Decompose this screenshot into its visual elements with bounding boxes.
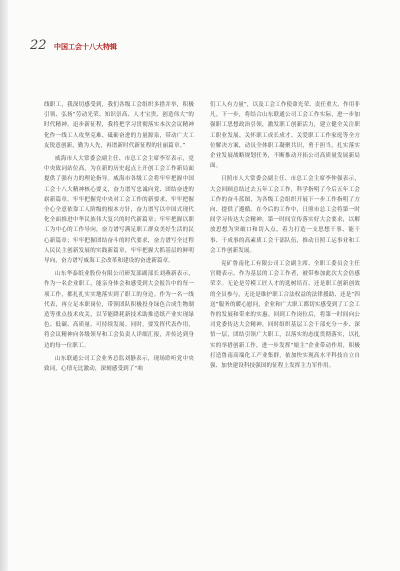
paragraph: 兖矿鲁南化工有限公司工会副主席、全职工委员会主任官晓表示，作为基层的工会工作者，被带参加此次大会倍感荣幸。无论是劳模工匠人才的选树培育、还是职工创新创效的全员参与，无论是维护职工合法权益的法律援助、还是“四送”服务的暖心慰问，企业和广大职工都切实感受到了工会工作的发展和带来的实惠。回到工作岗位后，将第一时间向公司党委传达大会精神，同时组织基层工会干部充分一步、深悟一层，团结引领广大职工，以落实的态度贯彻落实，以扎实的举措创新工作，进一步发挥“娘主”企业带动作用，积极打造鲁南高端化工产业集群，依加快实现高水平科技自立自强、加快建设科技强国的征程上发挥主力军作用。 [210, 261, 360, 370]
paragraph: 日照市人大常委会副主任、市总工会主席李仲强表示，大会回顾总结过去五年工会工作，科学指明了今后五年工会工作的奋斗蓝图，为各级工会组织开展下一步工作指明了方向、提供了遵循。在今后的工作中，日照市总工会将第一时间学习传达大会精神，第一时间宣传落实好大会要求，以解放思想为突破口和切入点，着力打造一支思想干事、能干事、干成事的高素质工会干部队伍，推动日照工运事业和工会工作创新发展。 [210, 176, 360, 254]
page-number: 22 [30, 38, 47, 53]
book-gutter-shadow [0, 0, 8, 571]
paragraph: 威海市人大常委会副主任、市总工会主席李军表示，党中央致词站位高，为在新的历史起点上开创工会工作新局面提供了强有力的理论指导。威海市各级工会将牢牢把握中国工会十八大精神核心要义，奋力谱写忠诚向党、团结奋进的崭新篇章。牢牢把握党中央对工会工作的新要求，牢牢把握全心全意依靠工人阶级的根本方针，奋力谱写以中国式现代化全面推进中华民族伟大复兴的时代新篇章；牢牢把握以职工为中心的工作导向，奋力谱写满足职工群众美好生活的民心新篇章；牢牢把握团结奋斗的时代要求，奋力谱写全过程人民民主创新发展的实践新篇章，牢牢把握大抓基层的鲜明导向，奋力谱写威海工会改革和建设的奋进新篇章。 [44, 156, 194, 265]
paragraph: 山东华泰纸业股份有限公司研发部副部长刘燕新表示，作为一名企业职工，能亲身体会和感受到大会报告中的每一项工作，都扎扎实实地落实到了职工的身边。作为一名一线代表，再立足本职岗位，带领团队积极投身绿色合成生物制造等重点技术攻关，以节能降耗新技术助推造纸产业实现绿色、低碳、高质量、可持续发展。同时，要发挥代表作用，将会议精神向各级领导和工会负责人详细汇报，并传达到身边的每一位职工。 [44, 271, 194, 349]
header-title: 中国工会十八大特辑 [54, 43, 117, 51]
paragraph: 们工人有力量”，以及工会工作使命光荣、责任重大、作用非凡。下一步，将结合山东联通公司工会工作实际，进一步加强职工思想政治引领，激发职工创新活力，建立健全关注职工职业发展、关怀职工成长成才、关爱职工工作家庭等全方位解决方案，动员全体职工凝聚共识，勇于担当，扎实落实企业发展战略规划任务，不断推动开拓公司高质量发展新局面。 [210, 102, 360, 170]
right-text-column [210, 100, 360, 374]
paragraph: 山东联通公司工会业务总监刘静表示，现场聆听党中央致词，心情无比激动，深刻感受到了“咱 [44, 355, 194, 373]
paragraph: 线职工，我深切感受到，我们各级工会组织多措并举，积极引领、弘扬“劳动光荣、知识崇高、人才宝贵、创造伟大”的时代精神，迅步新征程，我将把学习贯彻落实本次会议精神化作一线工人攻坚克难、砥砺奋进的力量源泉，带动广大工友锐意创新，勤为人先，再谱新时代新征程的壮丽篇章。” [44, 102, 194, 149]
left-text-column [44, 100, 194, 377]
